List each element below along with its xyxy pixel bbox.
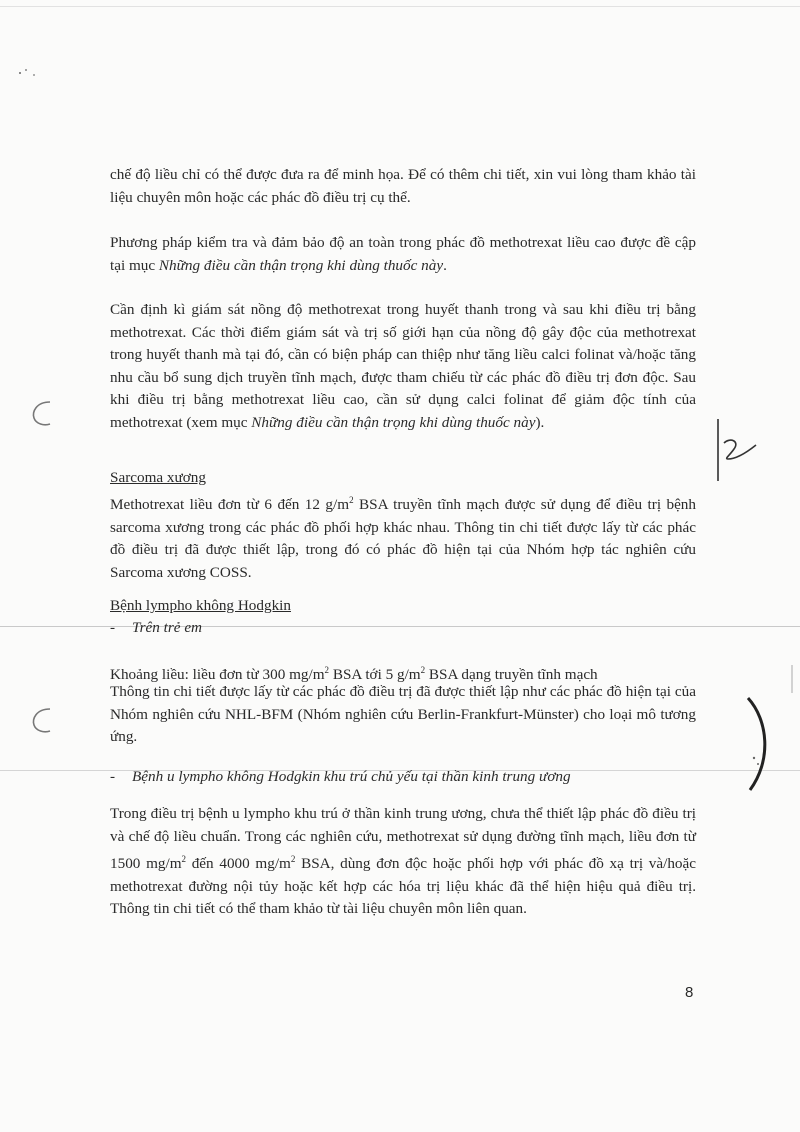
paragraph-nhl-bfm-info: Thông tin chi tiết được lấy từ các phác đồ điều trị đã được thiết lập như các phác đồ hiện tại của Nhóm nghiên cứu NHL-BFM (Nhóm nghiên cứu Berlin-Frankfurt-Münster) cho loại mô tương ứng. xyxy=(110,683,696,746)
handwritten-mark-svg xyxy=(700,415,780,495)
fold-line-top xyxy=(0,6,800,7)
right-edge-line xyxy=(790,665,796,700)
paragraph-cns-treatment xyxy=(110,803,696,921)
bullet-cns-lymphoma xyxy=(110,766,571,789)
cns-text-c: BSA, dùng đơn độc hoặc phối hợp với phác đồ xạ trị và/hoặc methotrexat đường nội tủy hoặc kết hợp các hóa trị liệu khác đã thể hiện hiệu quả điều trị. Thông tin chi tiết có thể tham khảo từ tài liệu chuyên môn liên quan. xyxy=(110,855,696,918)
scan-dots-svg xyxy=(12,28,52,88)
section-reference-italic-2: Những điều cần thận trọng khi dùng thuốc này xyxy=(251,413,536,431)
paragraph-safety-end: . xyxy=(443,256,447,274)
section-reference-italic: Những điều cần thận trọng khi dùng thuốc này xyxy=(158,256,444,274)
superscript: 2 xyxy=(349,495,354,505)
superscript: 2 xyxy=(290,854,296,865)
scan-dots xyxy=(12,28,52,93)
superscript: 2 xyxy=(324,665,330,675)
paragraph-illustrative-dosing: chế độ liều chỉ có thể được đưa ra để minh họa. Để có thêm chi tiết, xin vui lòng tham khảo tài liệu chuyên môn hoặc các phác đồ điều trị cụ thể. xyxy=(110,166,696,206)
sarcoma-text-a: Methotrexat liều đơn từ 6 đến 12 g/m xyxy=(110,496,350,514)
paragraph-safety-check xyxy=(110,232,696,277)
paragraph-monitoring-text: Cần định kì giám sát nồng độ methotrexat trong huyết thanh trong và sau khi điều trị bằng methotrexat. Các thời điểm giám sát và trị số giới hạn của nồng độ gây độc của methotrexat trong huyết thanh mà tại đó, cần có biện pháp can thiệp như tăng liều calci folinat và/hoặc tăng nhu cầu bổ sung dịch truyền tĩnh mạch, được tham chiếu từ các phác đồ điều trị đơn độc. Sau khi điều trị bằng methotrexat liều cao, cần sử dụng calci folinat để giảm độc tính của methotrexat (xem mục xyxy=(110,301,696,431)
heading-lymphoma: Bệnh lympho không Hodgkin xyxy=(110,597,291,614)
page-number: 8 xyxy=(685,984,694,1001)
bullet-dash: - xyxy=(110,768,116,785)
bullet-dash: - xyxy=(110,619,116,636)
dose-text-c: BSA dạng truyền tĩnh mạch xyxy=(425,666,598,684)
bullet-children-text: Trên trẻ em xyxy=(132,619,203,636)
paragraph-monitoring-end: ). xyxy=(535,413,545,431)
paragraph-serum-monitoring xyxy=(110,299,696,435)
punch-hole-upper-svg xyxy=(28,398,58,428)
cns-text-a: Trong điều trị bệnh u lympho khu trú ở thần kinh trung ương, chưa thể thiết lập phác đồ điều trị và chế độ liều chuẩn. Trong các nghiên cứu, methotrexat sử dụng đường tĩnh mạch, liều đơn từ 1500 mg/m xyxy=(110,805,696,873)
punch-hole-upper xyxy=(28,398,58,433)
right-edge-line-svg xyxy=(790,665,796,695)
edge-bracket-mark xyxy=(738,690,778,805)
edge-bracket-svg xyxy=(738,690,778,800)
superscript: 2 xyxy=(420,665,426,675)
superscript: 2 xyxy=(181,854,187,865)
dose-text-a: Khoảng liều: liều đơn từ 300 mg/m xyxy=(110,666,325,684)
handwritten-margin-mark xyxy=(700,415,780,500)
heading-sarcoma: Sarcoma xương xyxy=(110,469,206,486)
dose-text-b: BSA tới 5 g/m xyxy=(329,666,421,684)
cns-text-b: đến 4000 mg/m xyxy=(186,855,291,873)
paragraph-safety-text: Phương pháp kiểm tra và đảm bảo độ an toàn trong phác đồ methotrexat liều cao được đề cập tại mục xyxy=(110,234,696,274)
sarcoma-text-b: BSA truyền tĩnh mạch được sử dụng để điều trị bệnh sarcoma xương trong các phác đồ phối hợp khác nhau. Thông tin chi tiết được lấy từ các phác đồ điều trị đã được thiết lập, trong đó có phác đồ hiện tại của Nhóm hợp tác nghiên cứu Sarcoma xương COSS. xyxy=(110,496,696,581)
punch-hole-lower-svg xyxy=(28,705,58,735)
bullet-children xyxy=(110,617,202,640)
paragraph-sarcoma xyxy=(110,489,696,584)
bullet-cns-text: Bệnh u lympho không Hodgkin khu trú chủ yếu tại thần kinh trung ương xyxy=(132,768,571,785)
punch-hole-lower xyxy=(28,705,58,740)
